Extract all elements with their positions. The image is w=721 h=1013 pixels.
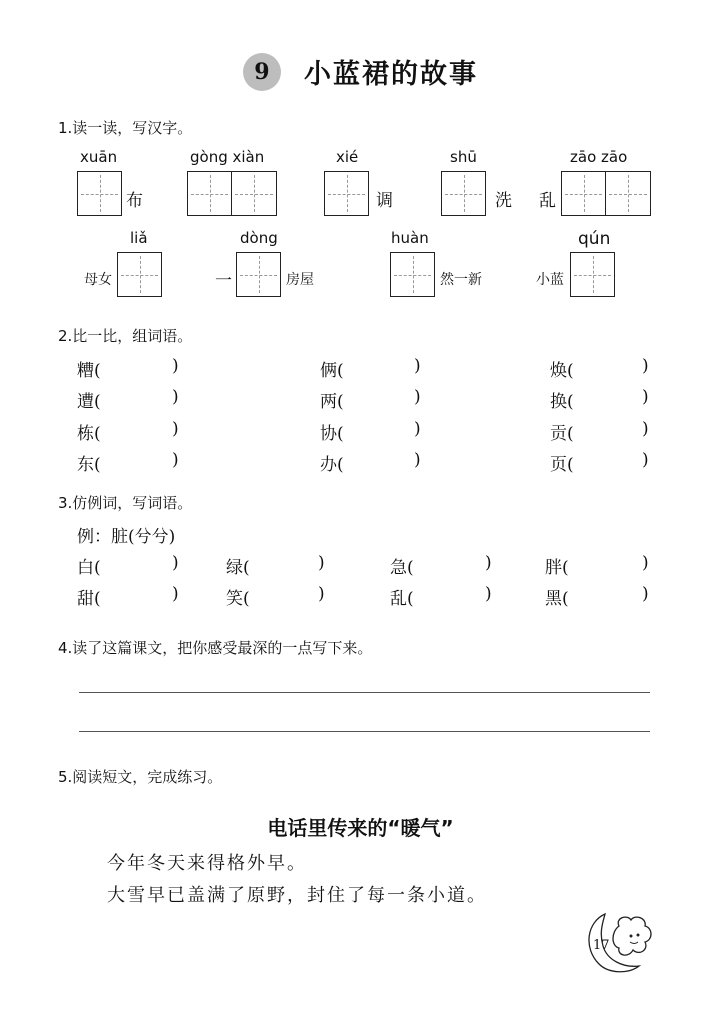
lesson-header	[0, 52, 721, 91]
q2-item: 协(	[320, 424, 344, 444]
q3-item: 绿(	[226, 558, 250, 578]
q2-close-paren: )	[642, 387, 649, 407]
lesson-title: 小蓝裙的故事	[304, 59, 479, 90]
lesson-number-badge: 9	[243, 53, 281, 91]
pinyin-huan: huàn	[391, 229, 429, 247]
pinyin-lia: liǎ	[130, 229, 148, 247]
answer-line[interactable]	[79, 731, 650, 732]
q2-close-paren: )	[642, 419, 649, 439]
char-munv: 母女	[84, 272, 112, 288]
q2-item: 东(	[77, 455, 101, 475]
q2-close-paren: )	[414, 419, 421, 439]
q3-close-paren: )	[485, 553, 492, 573]
q2-item: 换(	[550, 392, 574, 412]
q2-item: 贡(	[550, 424, 574, 444]
q3-close-paren: )	[642, 553, 649, 573]
char-bu: 布	[126, 191, 143, 211]
char-luan: 乱	[539, 191, 556, 211]
q3-close-paren: )	[172, 584, 179, 604]
pinyin-gongxian: gòng xiàn	[190, 148, 265, 166]
write-box[interactable]	[77, 171, 122, 216]
q2-close-paren: )	[414, 387, 421, 407]
q2-close-paren: )	[642, 356, 649, 376]
write-box[interactable]	[117, 252, 162, 297]
pinyin-xuan: xuān	[80, 148, 118, 166]
answer-line[interactable]	[79, 692, 650, 693]
q3-item: 白(	[77, 558, 101, 578]
q3-item: 胖(	[545, 558, 569, 578]
write-box[interactable]	[187, 171, 232, 216]
q2-item: 焕(	[550, 361, 574, 381]
q3-item: 黑(	[545, 589, 569, 609]
q3-item: 急(	[390, 558, 414, 578]
pinyin-xie: xié	[336, 148, 359, 166]
char-tiao: 调	[376, 191, 393, 211]
passage-line: 今年冬天来得格外早。	[107, 853, 307, 874]
char-xi: 洗	[495, 191, 512, 211]
q3-item: 笑(	[226, 589, 250, 609]
write-box[interactable]	[561, 171, 606, 216]
passage-line: 大雪早已盖满了原野，封住了每一条小道。	[107, 885, 487, 906]
q2-close-paren: )	[172, 450, 179, 470]
q3-item: 甜(	[77, 589, 101, 609]
pinyin-dong: dòng	[240, 229, 278, 247]
q3-close-paren: )	[318, 584, 325, 604]
q2-item: 办(	[320, 455, 344, 475]
q2-item: 栋(	[77, 424, 101, 444]
q2-item: 俩(	[320, 361, 344, 381]
q2-heading: 2.比一比，组词语。	[58, 327, 193, 345]
char-yi: 一	[215, 271, 232, 291]
pinyin-zaozao: zāo zāo	[570, 148, 628, 166]
q3-heading: 3.仿例词，写词语。	[58, 494, 193, 512]
q3-example: 例：脏(兮兮)	[77, 527, 176, 547]
write-box[interactable]	[570, 252, 615, 297]
q2-close-paren: )	[172, 419, 179, 439]
write-box[interactable]	[606, 171, 651, 216]
q3-item: 乱(	[390, 589, 414, 609]
char-xiaolan: 小蓝	[536, 272, 564, 288]
moon-cloud-icon	[575, 908, 660, 978]
write-box[interactable]	[232, 171, 277, 216]
pinyin-shu: shū	[450, 148, 477, 166]
page-number: 17	[593, 938, 610, 953]
char-ranyixin: 然一新	[440, 272, 482, 288]
q2-close-paren: )	[172, 356, 179, 376]
q2-item: 遭(	[77, 392, 101, 412]
q2-item: 两(	[320, 392, 344, 412]
q2-item: 页(	[550, 455, 574, 475]
q2-close-paren: )	[414, 450, 421, 470]
pinyin-qun: qún	[578, 229, 611, 249]
q3-close-paren: )	[485, 584, 492, 604]
q2-close-paren: )	[414, 356, 421, 376]
q5-heading: 5.阅读短文，完成练习。	[58, 768, 223, 786]
q1-heading: 1.读一读，写汉字。	[58, 119, 193, 137]
char-fangwu: 房屋	[286, 272, 314, 288]
q4-heading: 4.读了这篇课文，把你感受最深的一点写下来。	[58, 639, 373, 657]
write-box[interactable]	[390, 252, 435, 297]
write-box[interactable]	[236, 252, 281, 297]
q3-close-paren: )	[318, 553, 325, 573]
q2-item: 糟(	[77, 361, 101, 381]
q3-close-paren: )	[642, 584, 649, 604]
passage-title: 电话里传来的“暖气”	[267, 816, 454, 840]
q2-close-paren: )	[172, 387, 179, 407]
write-box[interactable]	[324, 171, 369, 216]
q3-close-paren: )	[172, 553, 179, 573]
write-box[interactable]	[441, 171, 486, 216]
q2-close-paren: )	[642, 450, 649, 470]
